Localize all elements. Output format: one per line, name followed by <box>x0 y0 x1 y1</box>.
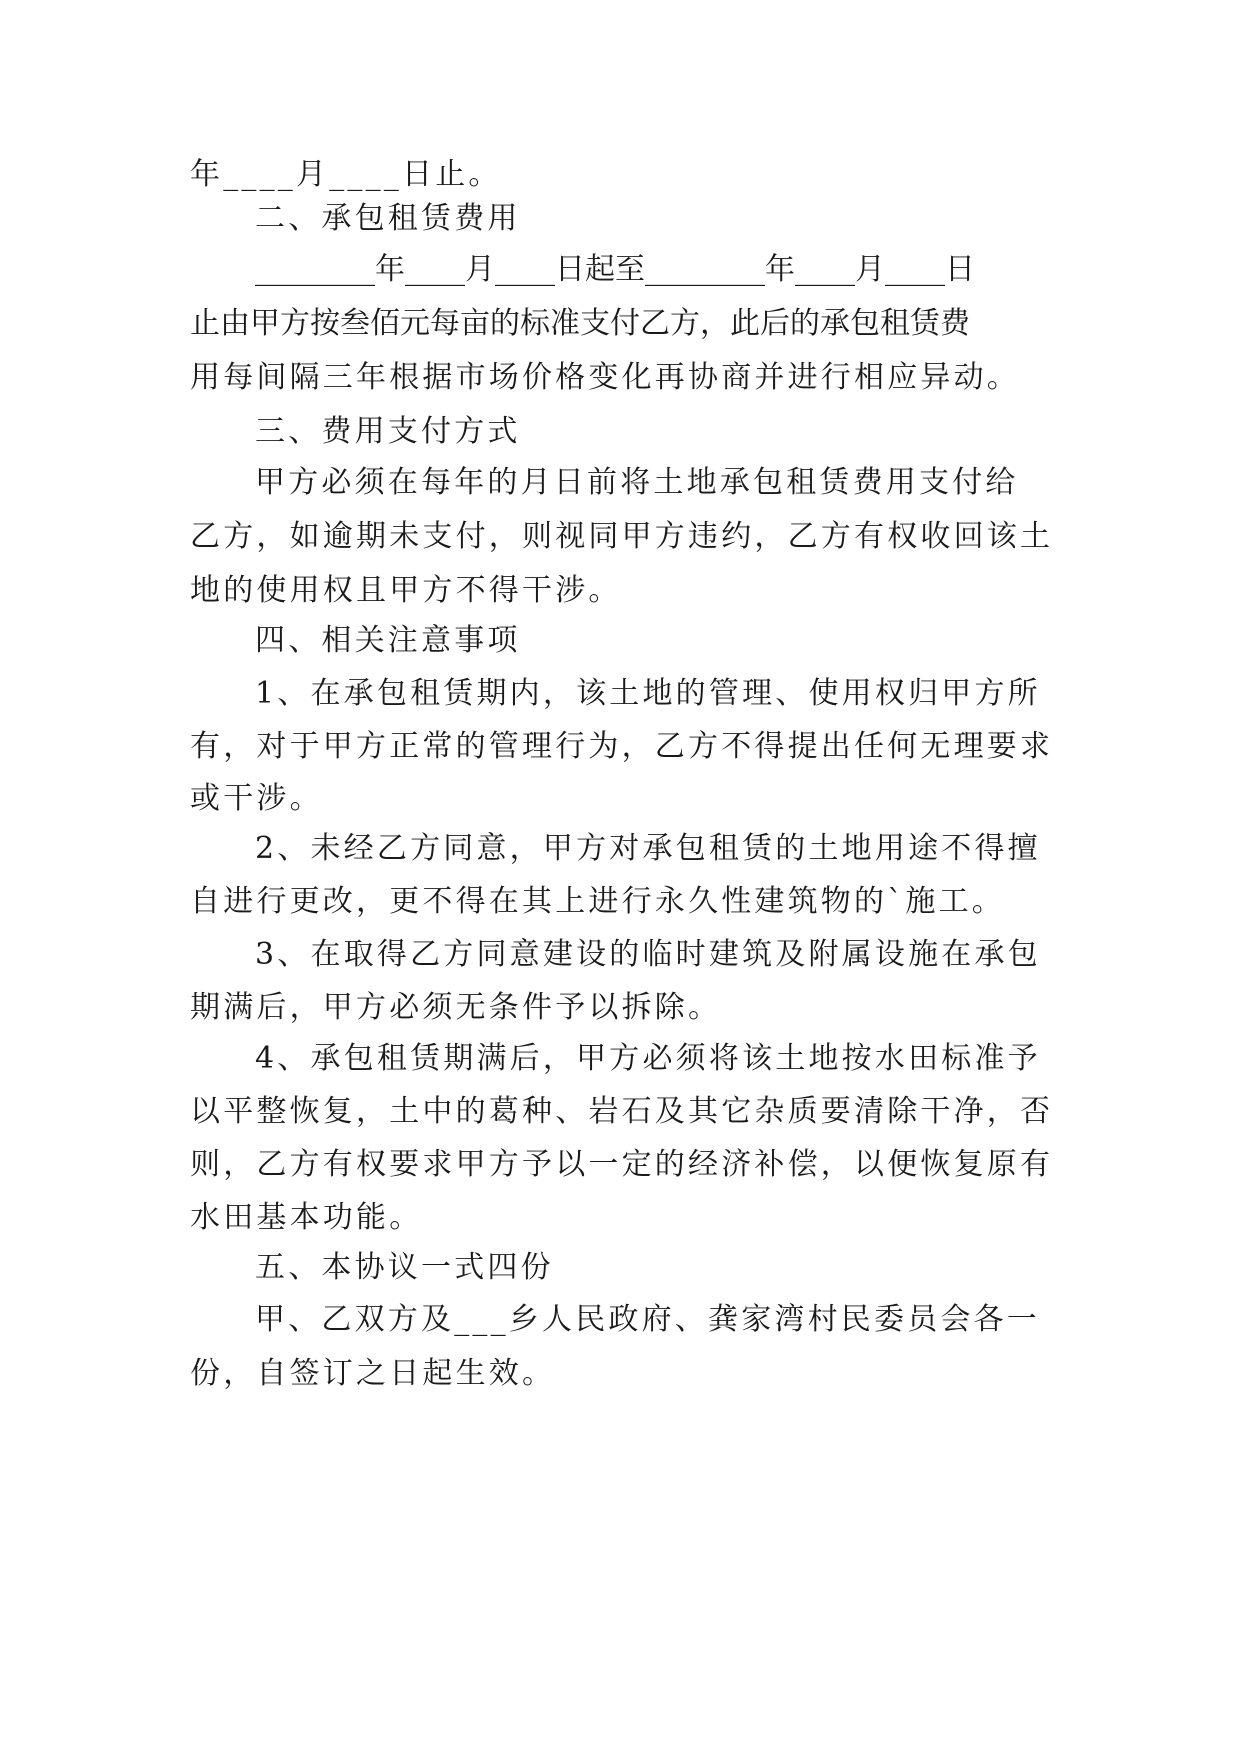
text-line-19: 以平整恢复，土中的葛种、岩石及其它杂质要清除干净，否 <box>190 1094 1054 1129</box>
heading-rental-fee: 二、承包租赁费用 <box>255 201 521 236</box>
text-line-4: 止由甲方按叁佰元每亩的标准支付乙方，此后的承包租赁费 <box>190 306 970 341</box>
text-line-3: ________年____月____日起至________年____月____日 <box>255 252 975 287</box>
heading-payment-method: 三、费用支付方式 <box>255 414 521 449</box>
text-line-20: 则，乙方有权要求甲方予以一定的经济补偿，以便恢复原有 <box>190 1147 1054 1182</box>
text-line-24: 份，自签订之日起生效。 <box>190 1356 556 1391</box>
text-line-14: 2、未经乙方同意，甲方对承包租赁的土地用途不得擅 <box>255 831 1041 866</box>
text-line-18: 4、承包租赁期满后，甲方必须将该土地按水田标准予 <box>255 1041 1041 1076</box>
text-line-23: 甲、乙双方及___乡人民政府、龚家湾村民委员会各一 <box>255 1302 1040 1337</box>
text-line-21: 水田基本功能。 <box>190 1200 423 1235</box>
text-line-11: 1、在承包租赁期内，该土地的管理、使用权归甲方所 <box>255 676 1041 711</box>
text-line-9: 地的使用权且甲方不得干涉。 <box>190 573 622 608</box>
text-line-5: 用每间隔三年根据市场价格变化再协商并进行相应异动。 <box>190 360 1020 395</box>
heading-notes: 四、相关注意事项 <box>255 623 521 658</box>
text-line-7: 甲方必须在每年的月日前将土地承包租赁费用支付给 <box>255 465 1019 500</box>
text-line-16: 3、在取得乙方同意建设的临时建筑及附属设施在承包 <box>255 937 1041 972</box>
text-line-1: 年____月____日止。 <box>190 157 502 192</box>
text-line-8: 乙方，如逾期未支付，则视同甲方违约，乙方有权收回该土 <box>190 519 1054 554</box>
text-line-12: 有，对于甲方正常的管理行为，乙方不得提出任何无理要求 <box>190 729 1054 764</box>
text-line-13: 或干涉。 <box>190 781 323 816</box>
text-line-17: 期满后，甲方必须无条件予以拆除。 <box>190 990 722 1025</box>
text-line-15: 自进行更改，更不得在其上进行永久性建筑物的`施工。 <box>190 884 1005 919</box>
heading-copies: 五、本协议一式四份 <box>255 1250 554 1285</box>
